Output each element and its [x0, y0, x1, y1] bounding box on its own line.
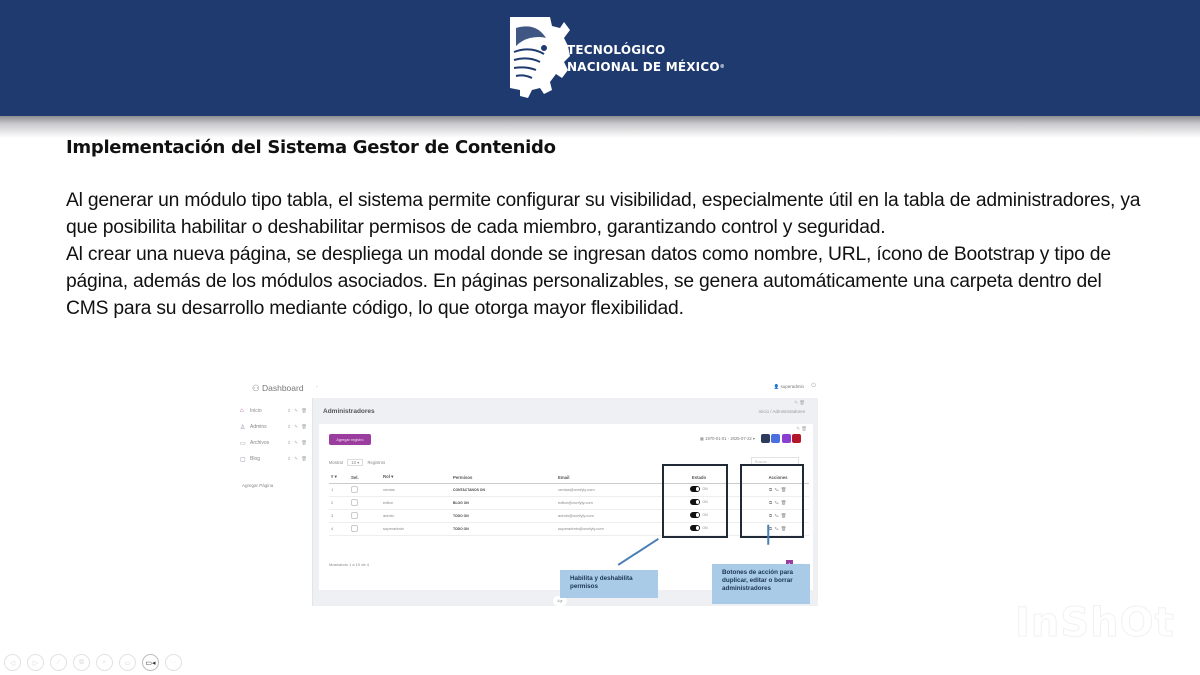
toggle-label: ON: [702, 526, 708, 530]
folder-icon: ▭: [240, 440, 246, 447]
pen-icon[interactable]: ∕: [50, 654, 67, 671]
cms-brand: ⚇ Dashboard: [252, 383, 304, 393]
cell-email: admin@ovnfyly.com: [556, 509, 666, 522]
cell-acciones[interactable]: ⧉ ✎ 🗑: [747, 483, 809, 496]
table-row: [329, 522, 809, 535]
cms-topbar: [312, 378, 820, 398]
sidebar-item-archivos[interactable]: [240, 438, 310, 448]
cell-email: editor@ovnfyly.com: [556, 496, 666, 509]
sidebar-item-label: Admins: [250, 424, 267, 430]
cell-rol: admin: [381, 509, 451, 522]
watermark: InShOt: [1015, 600, 1175, 646]
logout-icon[interactable]: ⏻: [811, 383, 816, 389]
admins-table: [329, 472, 809, 536]
page-size-select[interactable]: 10 ▾: [347, 459, 363, 466]
cell-id: 4: [329, 522, 349, 535]
col-acciones: Acciones: [747, 472, 809, 483]
cell-permisos: TODO ON: [451, 509, 556, 522]
cell-rol: editor: [381, 496, 451, 509]
logo-line-1: TECNOLÓGICO: [567, 43, 666, 57]
cell-email: ventas@ovnfyly.com: [556, 483, 666, 496]
acciones-callout: Botones de acción para duplicar, editar o borrar administradores: [712, 564, 810, 604]
cell-permisos: TODO ON: [451, 522, 556, 535]
cms-sidebar: [236, 378, 312, 608]
col-label: Rol: [383, 474, 390, 480]
sidebar-item-admins[interactable]: [240, 422, 310, 432]
prev-icon[interactable]: ◁: [4, 654, 21, 671]
sidebar-item-blog[interactable]: [240, 454, 310, 464]
table-row: [329, 509, 809, 522]
show-label: Mostrar: [329, 460, 344, 465]
cell-id: 1: [329, 483, 349, 496]
file-icon: ▢: [240, 456, 246, 463]
paragraph-1: Al generar un módulo tipo tabla, el sistema permite configurar su visibilidad, especialmente útil en la tabla de administradores, ya que posibilita habilitar o deshabilitar permisos de cada miembro, garantizando control y seguridad.: [66, 190, 1141, 238]
cell-id: 2: [329, 496, 349, 509]
header-band: [0, 0, 1200, 116]
breadcrumb[interactable]: Inicio / Administradores: [758, 409, 805, 414]
row-checkbox[interactable]: [351, 486, 358, 493]
player-controls: [4, 654, 182, 671]
table-row: [329, 496, 809, 509]
col-sel: Sel.: [349, 472, 381, 483]
cell-email: superadmin@ovnfyly.com: [556, 522, 666, 535]
cell-rol: ventas: [381, 483, 451, 496]
page-header: [313, 398, 819, 424]
person-icon: ♙: [240, 424, 246, 431]
cell-select: [349, 496, 381, 509]
cell-acciones[interactable]: ⧉ ✎ 🗑: [747, 509, 809, 522]
row-checkbox[interactable]: [351, 525, 358, 532]
item-actions-icons[interactable]: ⇕ ✎ 🗑: [287, 424, 308, 429]
page-size-value: 10: [351, 460, 357, 465]
tecnm-logo-icon: [500, 12, 570, 102]
cell-acciones[interactable]: ⧉ ✎ 🗑: [747, 522, 809, 535]
module-edit-delete-icons[interactable]: ✎ 🗑: [796, 426, 807, 431]
cms-screenshot: [236, 378, 820, 608]
header-shadow: [0, 116, 1200, 138]
col-estado: Estado: [666, 472, 732, 483]
row-checkbox[interactable]: [351, 512, 358, 519]
cell-select: [349, 483, 381, 496]
toggle-label: ON: [702, 513, 708, 517]
records-label: Registros: [367, 460, 386, 465]
sidebar-item-label: Blog: [250, 456, 261, 462]
acciones-arrow: [767, 525, 769, 545]
cell-id: 3: [329, 509, 349, 522]
play-icon[interactable]: ▷: [27, 654, 44, 671]
slide-body: [66, 187, 1146, 322]
table-row: [329, 483, 809, 496]
col-permisos: Permisos: [451, 472, 556, 483]
add-record-button[interactable]: Agregar registro: [329, 434, 371, 445]
table-header-row: [329, 472, 809, 483]
slide-title: Implementación del Sistema Gestor de Contenido: [66, 137, 556, 158]
col-label: #: [331, 474, 334, 480]
cell-acciones[interactable]: ⧉ ✎ 🗑: [747, 496, 809, 509]
copy-icon[interactable]: ⧉: [73, 654, 90, 671]
showing-info: Mostrando 1 a 10 de 4: [329, 562, 370, 567]
tecnm-logo-text: [567, 42, 725, 76]
estado-callout: Habilita y deshabilita permisos: [560, 570, 658, 598]
camera-icon[interactable]: ▭◂: [142, 654, 159, 671]
menu-toggle-icon[interactable]: ‹: [316, 384, 318, 390]
col-rol[interactable]: Rol ▾: [381, 472, 451, 483]
export-buttons: [761, 434, 802, 443]
page-edit-delete-icons[interactable]: ✎ 🗑: [794, 400, 805, 405]
username: superadmin: [780, 384, 804, 389]
registered-mark: ®: [719, 64, 725, 70]
paragraph-2: Al crear una nueva página, se despliega un modal donde se ingresan datos como nombre, URL, ícono de Bootstrap y tipo de página, además de los módulos asociados. En páginas personalizables, se genera automáticamente una carpeta dentro del CMS para su desarrollo mediante código, lo que otorga mayor flexibilidad.: [66, 244, 1111, 319]
col-email: Email: [556, 472, 666, 483]
toggle-label: ON: [702, 487, 708, 491]
export-pdf-button[interactable]: [792, 434, 801, 443]
more-icon[interactable]: ···: [165, 654, 182, 671]
export-copy-button[interactable]: [761, 434, 770, 443]
sidebar-item-label: Archivos: [250, 440, 270, 446]
estado-highlight-box: [662, 464, 728, 538]
search-input[interactable]: Buscar...: [751, 457, 799, 466]
zoom-icon[interactable]: ⌕: [96, 654, 113, 671]
sidebar-item-label: Inicio: [250, 408, 262, 414]
cell-permisos: CONTACTANOS ON: [451, 483, 556, 496]
date-range-value: 1970-01-01 - 2025-07-22: [705, 436, 752, 441]
export-excel-button[interactable]: [771, 434, 780, 443]
item-actions-icons[interactable]: ⇕ ✎ 🗑: [287, 440, 308, 445]
house-icon: ⌂: [240, 408, 244, 414]
user-menu[interactable]: 👤 superadmin: [773, 384, 804, 389]
toggle-label: ON: [702, 500, 708, 504]
item-actions-icons[interactable]: ⇕ ✎ 🗑: [287, 408, 308, 413]
logo-line-2: NACIONAL DE MÉXICO: [567, 60, 720, 74]
row-checkbox[interactable]: [351, 499, 358, 506]
add-page-link[interactable]: Agregar Página: [242, 483, 274, 488]
page-size-control: [329, 459, 385, 466]
captions-icon[interactable]: ▭: [119, 654, 136, 671]
add-footer-button[interactable]: Agr: [553, 596, 567, 606]
cell-permisos: BLOG ON: [451, 496, 556, 509]
sidebar-item-inicio[interactable]: [240, 406, 310, 416]
cell-rol: superadmin: [381, 522, 451, 535]
date-range-picker[interactable]: ▦ 1970-01-01 - 2025-07-22 ▾: [700, 436, 755, 441]
item-actions-icons[interactable]: ⇕ ✎ 🗑: [287, 456, 308, 461]
page-title: Administradores: [323, 408, 375, 415]
acciones-highlight-box: [740, 464, 804, 538]
col-id[interactable]: # ▾: [329, 472, 349, 483]
export-csv-button[interactable]: [782, 434, 791, 443]
cell-select: [349, 522, 381, 535]
brand-label: Dashboard: [261, 383, 304, 393]
cell-select: [349, 509, 381, 522]
